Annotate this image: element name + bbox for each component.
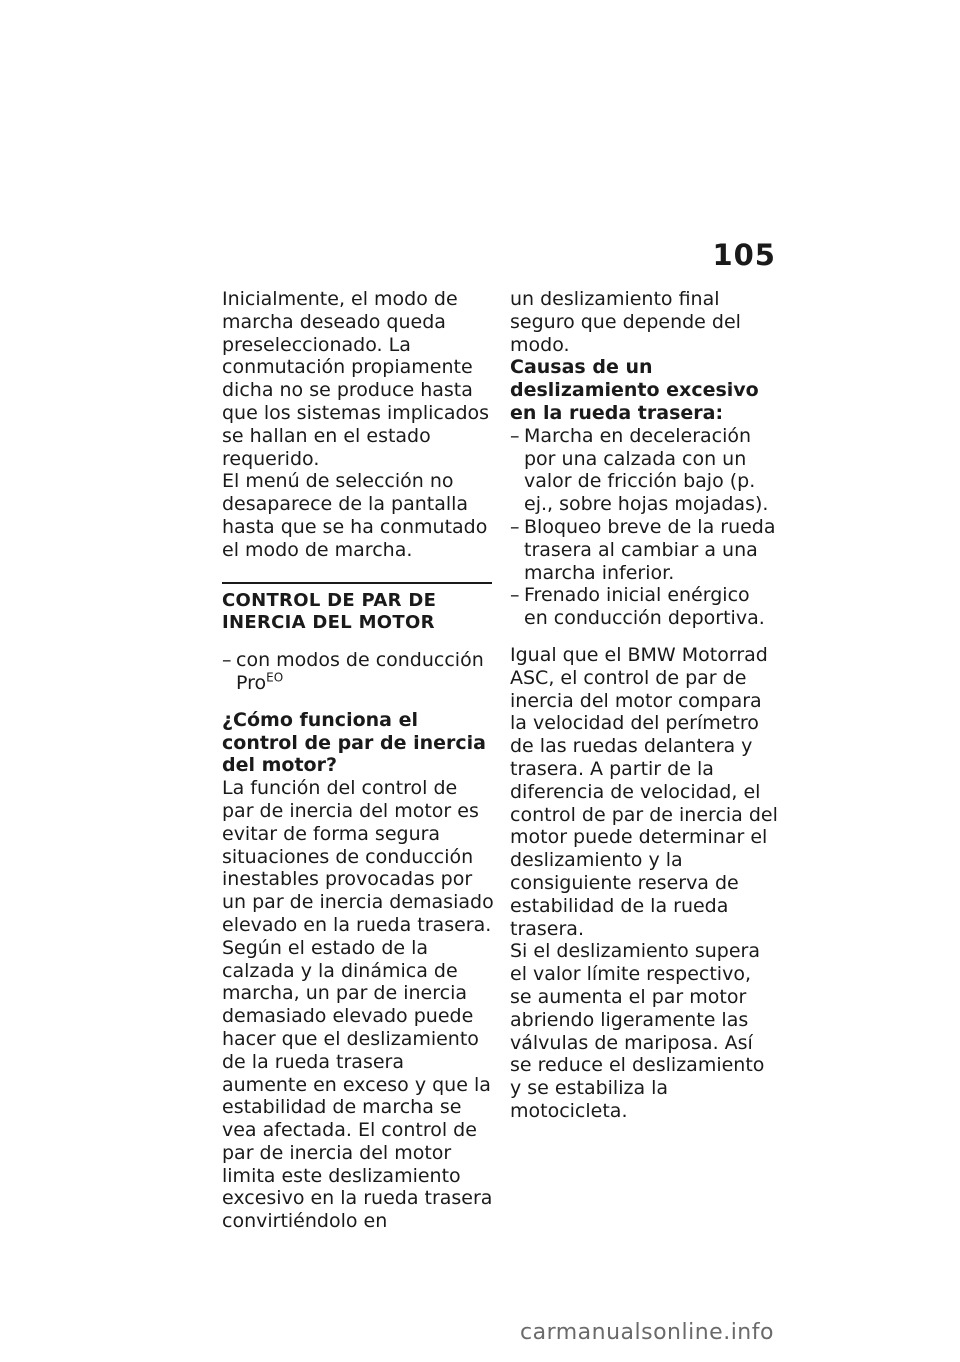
- subheading: ¿Cómo funciona el control de par de inercia del motor?: [222, 708, 486, 777]
- intro-paragraph-1: Inicialmente, el modo de marcha deseado queda preseleccionado. La conmutación propiamente dicha no se produce hasta que los sistemas implicados se hallan en el estado requerido.: [222, 288, 490, 470]
- page-number: 105: [712, 238, 776, 272]
- mode-note-text: con modos de conducción Pro: [236, 649, 484, 694]
- causes-heading: Causas de un deslizamiento excesivo en la rueda trasera:: [510, 356, 759, 424]
- right-column: [510, 288, 778, 1123]
- left-column: [222, 288, 494, 1233]
- section-divider: [222, 582, 492, 584]
- body-paragraph: La función del control de par de inercia del motor es evitar de forma segura situaciones de conducción inestables provocadas por un par de inercia demasiado elevado en la rueda trasera. Según el estado de la calzada y la dinámica de marcha, un par de inercia demasiado elevado puede hacer que el deslizamiento de la rueda trasera aumente en exceso y que la estabilidad de marcha se vea afectada. El control de par de inercia del motor limita este deslizamiento excesivo en la rueda trasera convirtiéndolo en: [222, 777, 494, 1233]
- section-title: CONTROL DE PAR DE INERCIA DEL MOTOR: [222, 589, 437, 634]
- mode-note: [222, 649, 494, 695]
- cause-item-2: – Bloqueo breve de la rueda trasera al cambiar a una marcha inferior.: [510, 516, 778, 584]
- continuation-paragraph: un deslizamiento final seguro que depende del modo.: [510, 288, 741, 356]
- paragraph-1: Igual que el BMW Motorrad ASC, el control de par de inercia del motor compara la velocidad del perímetro de las ruedas delantera y trasera. A partir de la diferencia de velocidad, el control de par de inercia del motor puede determinar el deslizamiento y la consiguiente reserva de estabilidad de la rueda trasera.: [510, 643, 778, 940]
- mode-note-sup: EO: [266, 670, 284, 685]
- cause-item-3: – Frenado inicial enérgico en conducción deportiva.: [510, 584, 778, 630]
- paragraph-2: Si el deslizamiento supera el valor límite respectivo, se aumenta el par motor abriendo ligeramente las válvulas de mariposa. Así se reduce el deslizamiento y se estabiliza la motocicleta.: [510, 940, 765, 1122]
- cause-item-1: – Marcha en deceleración por una calzada con un valor de fricción bajo (p. ej., sobre hojas mojadas).: [510, 425, 778, 516]
- watermark: carmanualsonline.info: [520, 1320, 774, 1345]
- intro-paragraph-2: El menú de selección no desaparece de la pantalla hasta que se ha conmutado el modo de marcha.: [222, 470, 488, 561]
